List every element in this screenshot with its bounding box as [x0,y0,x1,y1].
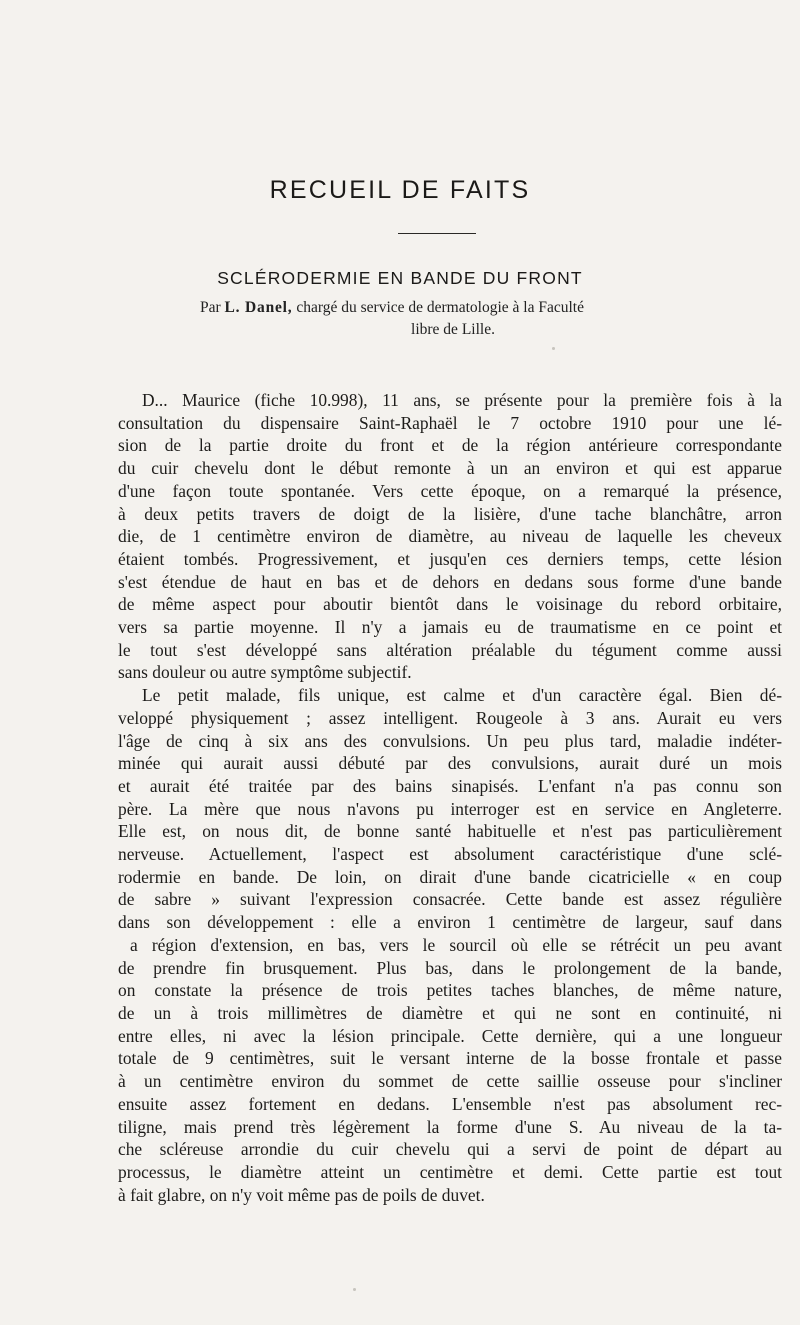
text-line: de un à trois millimètres de diamètre et qui ne sont en continuité, ni [118,1002,782,1023]
text-line: sion de la partie droite du front et de la région antérieure correspondante [118,435,782,456]
text-line: consultation du dispensaire Saint-Raphaël le 7 octobre 1910 pour une lé- [118,412,782,433]
paragraph-1 [118,389,782,684]
paper-speck [552,347,555,350]
text-line: de prendre fin brusquement. Plus bas, dans le prolongement de la bande, [118,957,782,978]
text-line: nerveuse. Actuellement, l'aspect est absolument caractéristique d'une sclé- [118,844,782,865]
text-line: le tout s'est développé sans altération préalable du tégument comme aussi [118,639,782,660]
text-line: l'âge de cinq à six ans des convulsions. Un peu plus tard, maladie indéter- [118,730,782,751]
text-line: tiligne, mais prend très légèrement la forme d'une S. Au niveau de la ta- [118,1116,782,1137]
text-line: die, de 1 centimètre environ de diamètre, au niveau de laquelle les cheveux [118,526,782,547]
byline [200,297,670,341]
text-line: de sabre » suivant l'expression consacrée. Cette bande est assez régulière [118,889,782,910]
text-line: rodermie en bande. De loin, on dirait d'une bande cicatricielle « en coup [118,866,782,887]
article-body [118,389,782,1206]
text-line: du cuir chevelu dont le début remonte à un an environ et qui est apparue [118,458,782,479]
text-line: Le petit malade, fils unique, est calme et d'un caractère égal. Bien dé- [142,685,782,706]
text-line: veloppé physiquement ; assez intelligent. Rougeole à 3 ans. Aurait eu vers [118,707,782,728]
text-line: totale de 9 centimètres, suit le versant interne de la bosse frontale et passe [118,1048,782,1069]
paper-speck [353,1288,356,1291]
byline-prefix: Par [200,299,225,316]
text-line: on constate la présence de trois petites taches blanches, de même nature, [118,980,782,1001]
text-line: a région d'extension, en bas, vers le sourcil où elle se rétrécit un peu avant [130,934,782,955]
section-title: RECUEIL DE FAITS [269,176,531,204]
text-line: processus, le diamètre atteint un centimètre et demi. Cette partie est tout [118,1161,782,1182]
text-line: che scléreuse arrondie du cuir chevelu qui a servi de point de départ au [118,1139,782,1160]
text-line: s'est étendue de haut en bas et de dehors en dedans sous forme d'une bande [118,571,782,592]
text-line: d'une façon toute spontanée. Vers cette époque, on a remarqué la présence, [118,480,782,501]
paragraph-2 [118,684,782,1206]
byline-author: L. Danel, [224,299,293,316]
text-line: à fait glabre, on n'y voit même pas de poils de duvet. [118,1184,485,1205]
text-line: père. La mère que nous n'avons pu interroger est en service en Angleterre. [118,798,782,819]
title-divider [398,233,476,234]
byline-affiliation-line1: chargé du service de dermatologie à la Faculté [292,299,584,316]
text-line: entre elles, ni avec la lésion principale. Cette dernière, qui a une longueur [118,1025,782,1046]
text-line: minée qui aurait aussi débuté par des convulsions, aurait duré un mois [118,753,782,774]
text-line: et aurait été traitée par des bains sinapisés. L'enfant n'a pas connu son [118,775,782,796]
text-line: vers sa partie moyenne. Il n'y a jamais eu de traumatisme en ce point et [118,617,782,638]
text-line: étaient tombés. Progressivement, et jusqu'en ces derniers temps, cette lésion [118,548,782,569]
text-line: dans son développement : elle a environ 1 centimètre de largeur, sauf dans [118,912,782,933]
text-line: à deux petits travers de doigt de la lisière, d'une tache blanchâtre, arron [118,503,782,524]
text-line: ensuite assez fortement en dedans. L'ensemble n'est pas absolument rec- [118,1093,782,1114]
byline-affiliation-line2: libre de Lille. [411,321,495,338]
text-line: D... Maurice (fiche 10.998), 11 ans, se présente pour la première fois à la [142,390,782,410]
text-line: sans douleur ou autre symptôme subjectif. [118,662,412,683]
text-line: à un centimètre environ du sommet de cette saillie osseuse pour s'incliner [118,1071,782,1092]
article-title: SCLÉRODERMIE EN BANDE DU FRONT [217,268,583,288]
text-line: de même aspect pour aboutir bientôt dans le voisinage du rebord orbitaire, [118,594,782,615]
text-line: Elle est, on nous dit, de bonne santé habituelle et n'est pas particulièrement [118,821,782,842]
